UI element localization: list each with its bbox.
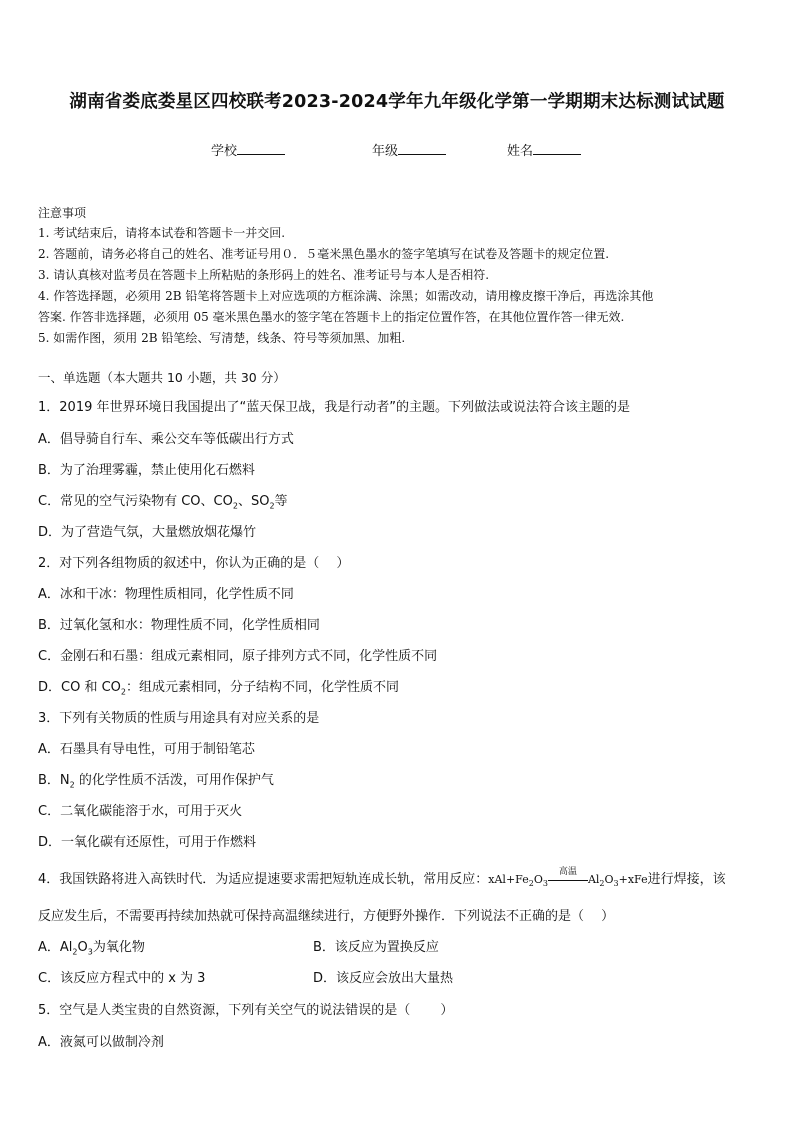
q3-option-a: A．石墨具有导电性，可用于制铅笔芯 (38, 742, 255, 757)
reaction-condition: 高温 (558, 867, 577, 877)
grade-label: 年级 (372, 144, 399, 159)
notice-item: 5. 如需作图，须用 2B 铅笔绘、写清楚，线条、符号等须加黑、加粗. (38, 331, 406, 345)
q2-stem: 2．对下列各组物质的叙述中，你认为正确的是（ ） (38, 556, 350, 571)
q4-stem (38, 868, 726, 888)
q3-stem: 3．下列有关物质的性质与用途具有对应关系的是 (38, 711, 320, 726)
q3-option-b (38, 769, 274, 790)
q1-option-d: D．为了营造气氛，大量燃放烟花爆竹 (38, 525, 257, 540)
subscript: 2 (528, 879, 534, 889)
q2-d-text: ：组成元素相同，分子结构不同，化学性质不同 (126, 680, 400, 695)
q2-option-b: B．过氧化氢和水：物理性质不同，化学性质相同 (38, 618, 320, 633)
eq-text: Al (587, 873, 600, 886)
eq-text: xAl+Fe (488, 873, 529, 886)
subscript: 2 (69, 780, 75, 790)
q3-option-c: C．二氧化碳能溶于水，可用于灭火 (38, 804, 243, 819)
q1-c-text: C．常见的空气污染物有 CO、CO (38, 494, 233, 509)
q2-option-a: A．冰和干冰：物理性质相同，化学性质不同 (38, 587, 294, 602)
subscript: 3 (87, 947, 93, 957)
q4-stem-text: 进行焊接，该 (647, 872, 726, 887)
q5-option-a: A．液氮可以做制冷剂 (38, 1035, 164, 1050)
subscript: 2 (120, 687, 126, 697)
page-title: 湖南省娄底娄星区四校联考2023-2024学年九年级化学第一学期期末达标测试试题 (69, 92, 725, 112)
name-field[interactable] (507, 140, 581, 159)
q3-b-text: 的化学性质不活泼，可用作保护气 (74, 773, 274, 788)
q4-a-text: A．Al (38, 940, 73, 955)
grade-field[interactable] (372, 140, 446, 159)
grade-blank[interactable] (398, 142, 446, 155)
name-blank[interactable] (533, 142, 581, 155)
subscript: 2 (599, 879, 605, 889)
reaction-arrow (548, 867, 588, 887)
q1-c-text: 等 (274, 494, 288, 509)
reaction-bar (548, 880, 588, 881)
q2-option-d (38, 676, 399, 697)
notice-heading: 注意事项 (38, 206, 87, 220)
eq-text: O (604, 873, 614, 886)
q2-option-c: C．金刚石和石墨：组成元素相同，原子排列方式不同，化学性质不同 (38, 649, 438, 664)
q4-option-b: B．该反应为置换反应 (313, 940, 439, 955)
q2-d-text: D．CO 和 CO (38, 680, 121, 695)
q1-option-c (38, 490, 288, 511)
q3-b-text: B．N (38, 773, 70, 788)
notice-item: 答案. 作答非选择题，必须用 05 毫米黑色墨水的签字笔在答题卡上的指定位置作答，在其他位置作答一律无效. (38, 310, 625, 324)
notice-item: 4. 作答选择题，必须用 2B 铅笔将答题卡上对应选项的方框涂满、涂黑；如需改动，请用橡皮擦干净后，再选涂其他 (38, 289, 654, 303)
name-label: 姓名 (507, 144, 534, 159)
q5-stem: 5．空气是人类宝贵的自然资源，下列有关空气的说法错误的是（ ） (38, 1003, 454, 1018)
q1-c-text: 、SO (237, 494, 270, 509)
eq-text: +xFe (618, 873, 648, 886)
section-heading: 一、单选题（本大题共 10 小题，共 30 分） (38, 370, 286, 385)
q1-option-a: A．倡导骑自行车、乘公交车等低碳出行方式 (38, 432, 294, 447)
q1-stem: 1．2019 年世界环境日我国提出了“蓝天保卫战，我是行动者”的主题。下列做法或说法符合该主题的是 (38, 400, 630, 415)
q4-a-text: O (77, 940, 88, 955)
notice-item: 3. 请认真核对监考员在答题卡上所粘贴的条形码上的姓名、准考证号与本人是否相符. (38, 268, 490, 282)
q4-option-d: D．该反应会放出大量热 (313, 971, 454, 986)
subscript: 2 (72, 947, 78, 957)
q4-option-a (38, 936, 145, 957)
notice-item: 2. 答题前，请务必将自己的姓名、准考证号用０．５毫米黑色墨水的签字笔填写在试卷及答题卡的规定位置. (38, 247, 610, 261)
notice-item: 1. 考试结束后，请将本试卷和答题卡一并交回. (38, 226, 286, 240)
eq-text: O (533, 873, 543, 886)
q3-option-d: D．一氧化碳有还原性，可用于作燃料 (38, 835, 257, 850)
q1-option-b: B．为了治理雾霾，禁止使用化石燃料 (38, 463, 255, 478)
subscript: 2 (232, 501, 238, 511)
subscript: 3 (542, 879, 548, 889)
school-field[interactable] (211, 140, 285, 159)
q4-equation (488, 867, 648, 889)
subscript: 2 (269, 501, 275, 511)
school-label: 学校 (211, 144, 238, 159)
q4-option-c: C．该反应方程式中的 x 为 3 (38, 971, 206, 986)
q4-stem-text: 4．我国铁路将进入高铁时代．为适应提速要求需把短轨连成长轨，常用反应： (38, 872, 489, 887)
q4-stem-line2: 反应发生后，不需要再持续加热就可保持高温继续进行，方便野外操作．下列说法不正确的是（ ） (38, 909, 615, 924)
q4-a-text: 为氧化物 (92, 940, 145, 955)
subscript: 3 (613, 879, 619, 889)
school-blank[interactable] (237, 142, 285, 155)
